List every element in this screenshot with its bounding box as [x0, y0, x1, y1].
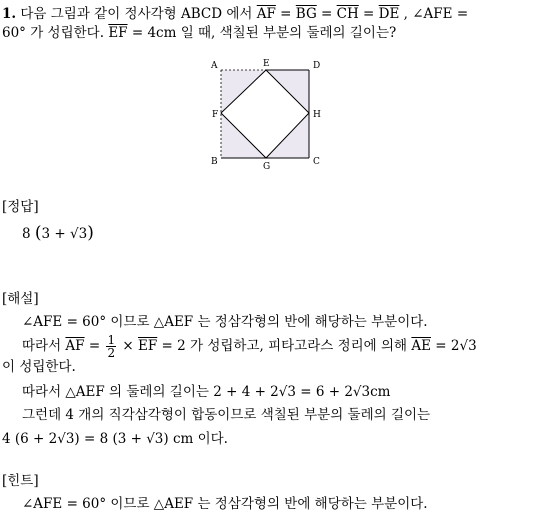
problem-text-3: = 4cm 일 때, 색칠된 부분의 둘레의 길이는?: [131, 25, 397, 41]
solution-line-3: 이 성립한다.: [2, 359, 76, 375]
segment-af: $\overline{AF}$: [256, 6, 276, 22]
segment-bg: $\overline{BG}$: [295, 6, 317, 22]
label-a: A: [211, 61, 218, 71]
problem-line-2: [2, 24, 396, 42]
answer-value-coef: 8: [22, 226, 31, 242]
solution-line-2: [22, 334, 477, 359]
segment-de: $\overline{DE}$: [378, 6, 400, 22]
problem-text-1: 다음 그림과 같이 정사각형 ABCD 에서: [20, 6, 253, 22]
label-f: F: [212, 110, 219, 120]
square-figure: [205, 56, 325, 174]
solution-segment-af: $\overline{AF}$: [65, 338, 85, 354]
solution-segment-ef: $\overline{EF}$: [138, 338, 158, 354]
answer-value: 8 (3 + √3): [22, 223, 94, 243]
label-d: D: [313, 61, 321, 71]
solution-text-c: = 2√3: [435, 338, 477, 354]
fraction-numerator: 1: [107, 333, 116, 347]
fraction-half: [106, 334, 116, 359]
solution-text-a: 따라서: [22, 338, 62, 354]
solution-text-b: = 2 가 성립하고, 피타고라스 정리에 의해: [161, 338, 408, 354]
solution-line-4: 따라서 △AEF 의 둘레의 길이는 2 + 4 + 2√3 = 6 + 2√3cm: [22, 384, 391, 400]
solution-line-1: ∠AFE = 60° 이므로 △AEF 는 정삼각형의 반에 해당하는 부분이다.: [22, 314, 428, 330]
hint-header: [힌트]: [2, 473, 39, 489]
answer-value-expr: 3 + √3: [41, 226, 88, 242]
fraction-denominator: 2: [107, 346, 116, 360]
segment-ef: $\overline{EF}$: [108, 25, 128, 41]
solution-segment-ae: $\overline{AE}$: [411, 338, 431, 354]
solution-line-5: 그런데 4 개의 직각삼각형이 합동이므로 색칠된 부분의 둘레의 길이는: [22, 407, 431, 423]
label-e: E: [263, 59, 270, 69]
problem-line-1: 1. 다음 그림과 같이 정사각형 ABCD 에서 $\overline{AF} = \overline{BG} = \overline{CH} = \overline{DE}$ , ∠AFE =: [2, 6, 469, 22]
problem-number: 1.: [2, 6, 17, 22]
angle-afe-text: , ∠AFE =: [403, 6, 469, 22]
segment-ch: $\overline{CH}$: [336, 6, 359, 22]
solution-eq: =: [88, 338, 101, 354]
problem-text-2: 60° 가 성립한다.: [2, 25, 105, 41]
solution-line-6: 4 (6 + 2√3) = 8 (3 + √3) cm 이다.: [2, 431, 228, 447]
solution-header: [해설]: [2, 291, 39, 307]
label-c: C: [313, 157, 320, 167]
label-h: H: [313, 110, 321, 120]
answer-header: [정답]: [2, 199, 39, 215]
label-b: B: [211, 157, 218, 167]
hint-line-1: ∠AFE = 60° 이므로 △AEF 는 정삼각형의 반에 해당하는 부분이다.: [22, 496, 428, 512]
solution-times: ×: [122, 338, 134, 354]
label-g: G: [263, 162, 271, 172]
